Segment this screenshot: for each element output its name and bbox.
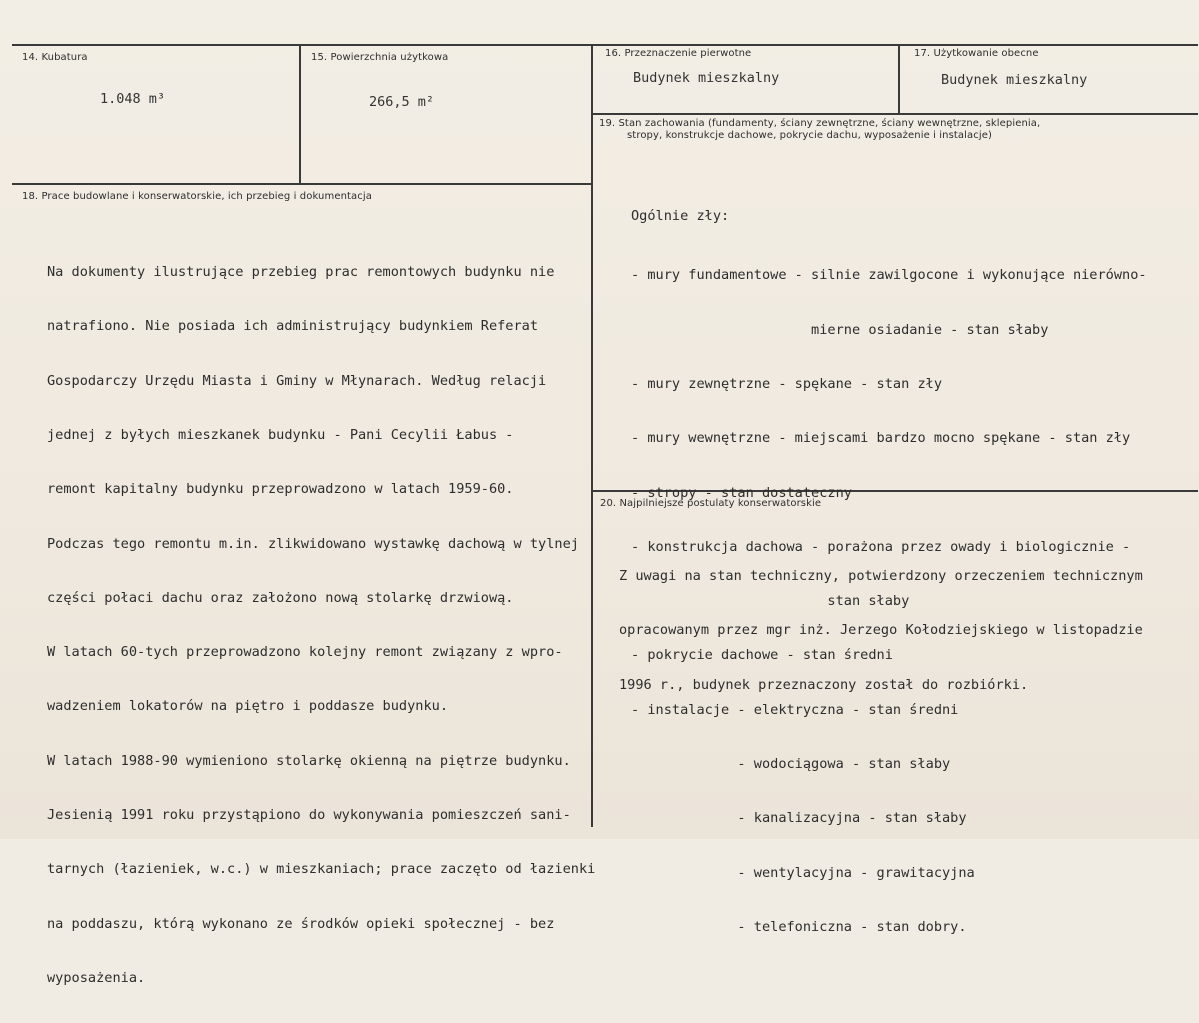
prace-line: wyposażenia. xyxy=(47,969,146,986)
postulaty-line: Z uwagi na stan techniczny, potwierdzony orzeczeniem technicznym xyxy=(619,568,1143,585)
stan-line: - stropy - stan dostateczny xyxy=(631,484,852,501)
stan-line: - mury wewnętrzne - miejscami bardzo mocno spękane - stan zły xyxy=(631,430,1131,447)
prace-line: na poddaszu, którą wykonano ze środków opieki społecznej - bez xyxy=(47,915,555,932)
prace-line: jednej z byłych mieszkanek budynku - Pani Cecylii Łabus - xyxy=(47,427,514,444)
uzytkowanie-value: Budynek mieszkalny xyxy=(941,72,1088,88)
przeznaczenie-label: 16. Przeznaczenie pierwotne xyxy=(605,48,752,59)
divider-14-15 xyxy=(299,45,301,183)
powierzchnia-value: 266,5 m² xyxy=(369,94,435,110)
stan-line: - mury fundamentowe - silnie zawilgocone i wykonujące nierówno- xyxy=(631,267,1147,284)
prace-line: W latach 1988-90 wymieniono stolarkę okienną na piętrze budynku. xyxy=(47,752,571,769)
prace-line: części połaci dachu oraz założono nową stolarkę drzwiową. xyxy=(47,589,514,606)
przeznaczenie-value: Budynek mieszkalny xyxy=(633,70,780,86)
stan-line: - wentylacyjna - grawitacyjna xyxy=(631,864,975,881)
prace-line: W latach 60-tych przeprowadzono kolejny remont związany z wpro- xyxy=(47,644,563,661)
prace-line: Podczas tego remontu m.in. zlikwidowano wystawkę dachową w tylnej xyxy=(47,535,579,552)
postulaty-line: opracowanym przez mgr inż. Jerzego Kołodziejskiego w listopadzie xyxy=(619,622,1143,639)
stan-line: - wodociągowa - stan słaby xyxy=(631,756,951,772)
rule-under-16-17 xyxy=(591,113,1198,115)
stan-line: stan słaby xyxy=(631,593,910,610)
prace-label: 18. Prace budowlane i konserwatorskie, ich przebieg i dokumentacja xyxy=(22,191,372,202)
stan-line: - mury zewnętrzne - spękane - stan zły xyxy=(631,376,942,393)
kubatura-label: 14. Kubatura xyxy=(22,52,88,63)
divider-16-17 xyxy=(898,44,900,114)
prace-line: natrafiono. Nie posiada ich administrujący budynkiem Referat xyxy=(47,318,539,335)
stan-line: - konstrukcja dachowa - porażona przez owady i biologicznie - xyxy=(631,538,1131,555)
stan-line: - pokrycie dachowe - stan średni xyxy=(631,647,893,664)
prace-line: tarnych (łazieniek, w.c.) w mieszkaniach; prace zaczęto od łazienki xyxy=(47,861,596,878)
stan-line: - telefoniczna - stan dobry. xyxy=(631,918,967,935)
stan-line: mierne osiadanie - stan słaby xyxy=(631,321,1049,338)
postulaty-text xyxy=(619,531,1143,730)
uzytkowanie-label: 17. Użytkowanie obecne xyxy=(914,48,1039,59)
prace-line: Gospodarczy Urzędu Miasta i Gminy w Młynarach. Według relacji xyxy=(47,372,547,389)
stan-label-line1: 19. Stan zachowania (fundamenty, ściany zewnętrzne, ściany wewnętrzne, sklepienia, xyxy=(599,118,1041,129)
stan-line: - instalacje - elektryczna - stan średni xyxy=(631,701,959,718)
stan-label-line2: stropy, konstrukcje dachowe, pokrycie dachu, wyposażenie i instalacje) xyxy=(627,130,992,141)
stan-line: Ogólnie zły: xyxy=(631,208,730,225)
top-border xyxy=(12,44,1198,46)
powierzchnia-label: 15. Powierzchnia użytkowa xyxy=(311,52,449,63)
prace-line: Na dokumenty ilustrujące przebieg prac remontowych budynku nie xyxy=(47,264,555,281)
postulaty-line: 1996 r., budynek przeznaczony został do rozbiórki. xyxy=(619,676,1029,693)
prace-line: wadzeniem lokatorów na piętro i poddasze budynku. xyxy=(47,698,449,715)
stan-line: - kanalizacyjna - stan słaby xyxy=(631,810,967,827)
rule-under-14-15 xyxy=(12,183,592,185)
prace-text xyxy=(47,227,595,1023)
kubatura-value: 1.048 m³ xyxy=(100,91,166,107)
prace-line: remont kapitalny budynku przeprowadzono w latach 1959-60. xyxy=(47,481,514,498)
postulaty-label: 20. Najpilniejsze postulaty konserwatorskie xyxy=(600,498,822,509)
prace-line: Jesienią 1991 roku przystąpiono do wykonywania pomieszczeń sani- xyxy=(47,807,571,823)
